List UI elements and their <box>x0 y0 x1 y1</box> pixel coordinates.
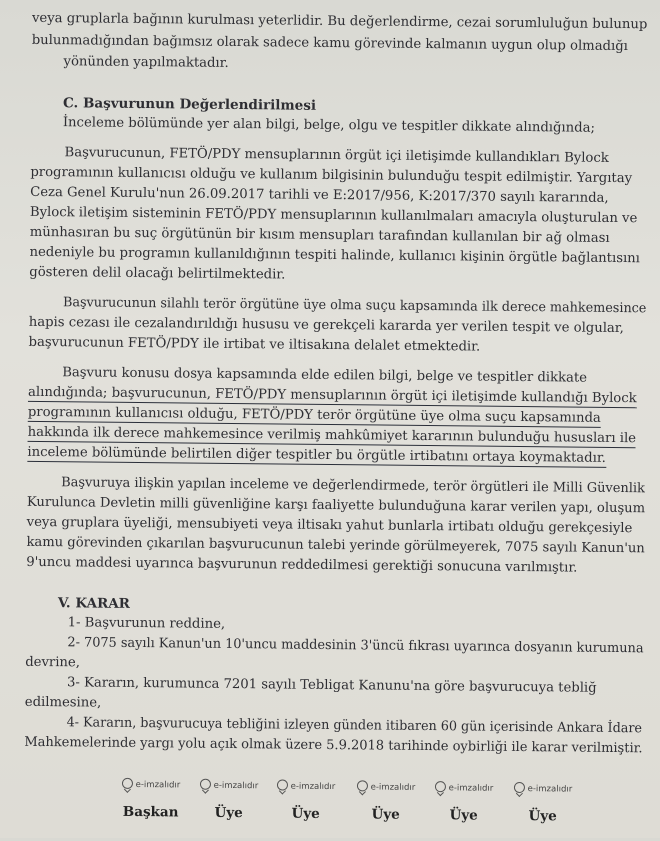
stamp-text: e-imzalıdır <box>370 782 416 793</box>
stamp-text: e-imzalıdır <box>135 779 181 791</box>
stamp-text: e-imzalıdır <box>448 783 494 794</box>
text-line: yönünden yapılmaktadır. <box>63 54 229 71</box>
seal-icon <box>277 779 288 790</box>
signature-block <box>194 779 264 822</box>
text-line: münhasıran bu suç örgütünün bir kısım mensupları tarafından kullanılan bir ağ olması <box>29 224 610 246</box>
text-line: İnceleme bölümünde yer alan bilgi, belge, olgu ve tespitler dikkate alındığında; <box>62 115 596 136</box>
e-signature-stamp <box>271 779 341 792</box>
text-line: hapis cezası ile cezalandırıldığı hususu ve gerekçeli kararda yer verilen tespit ve olgular, <box>28 314 624 337</box>
signatory-title: Başkan <box>122 803 179 821</box>
signature-block <box>429 781 499 824</box>
text-line: Başvurucunun, FETÖ/PDY mensuplarının örgüt içi iletişimde kullandıkları Bylock <box>64 145 609 166</box>
text-line: devrine, <box>25 654 81 671</box>
seal-icon <box>357 780 368 791</box>
text-line: başvurucunun FETÖ/PDY ile irtibat ve iltisakına delalet etmektedir. <box>28 334 481 355</box>
seal-icon <box>435 781 446 792</box>
section-heading: V. KARAR <box>57 595 131 612</box>
signature-block <box>116 778 186 821</box>
signatory-title: Üye <box>528 808 557 825</box>
signature-row <box>0 777 656 841</box>
e-signature-stamp <box>429 781 499 794</box>
stamp-text: e-imzalıdır <box>527 784 573 795</box>
text-line: nedeniyle bu programın kullanıldığının tespiti halinde, kullanıcı kişinin örgütle bağlantısını <box>29 244 641 267</box>
text-line: gösteren delil olacağı belirtilmektedir. <box>29 264 286 283</box>
text-line: veya gruplara üyeliği, mensubiyeti veya iltisakı yahut bunlarla irtibatı olduğu gerekçesiyle <box>26 514 633 537</box>
text-line: kamu görevinden çıkarılan başvurucunun talebi yerinde görülmeyerek, 7075 sayılı Kanun'un <box>26 534 645 557</box>
text-line: programının kullanıcısı olduğu, FETÖ/PDY terör örgütüne üye olma suçu kapsamında <box>27 404 601 426</box>
stamp-text: e-imzalıdır <box>290 781 336 793</box>
signatory-title: Üye <box>214 804 243 822</box>
signature-block <box>351 780 421 823</box>
text-line: 4- Kararın, başvurucuya tebliğini izleyen günden itibaren 60 gün içerisinde Ankara İdare <box>66 715 643 737</box>
e-signature-stamp <box>116 778 186 791</box>
text-line: 9'uncu maddesi uyarınca başvurunun reddedilmesi gerektiği sonucuna varılmıştır. <box>26 554 578 576</box>
seal-icon <box>514 782 525 793</box>
document-body <box>4 0 660 757</box>
e-signature-stamp <box>508 782 578 795</box>
text-line: Başvurucunun silahlı terör örgütüne üye olma suçu kapsamında ilk derece mahkemesince <box>62 295 647 317</box>
signatory-title: Üye <box>449 807 478 824</box>
text-line: Kurulunca Devletin milli güvenliğine karşı faaliyette bulunduğuna karar verilen yapı, oluşum <box>26 494 646 517</box>
text-line: hakkında ilk derece mahkemesince verilmiş mahkûmiyet kararının bulunduğu hususları ile <box>27 424 637 447</box>
text-line: 1- Başvurunun reddine, <box>67 615 226 632</box>
text-line: 3- Kararın, kurumunca 7201 sayılı Tebligat Kanunu'na göre başvurucuya tebliğ <box>66 675 597 696</box>
signatory-title: Üye <box>291 805 320 822</box>
stamp-text: e-imzalıdır <box>213 780 259 792</box>
text-line: Mahkemelerinde yargı yolu açık olmak üzere 5.9.2018 tarihinde oybirliği ile karar verilmiştir. <box>24 734 643 757</box>
text-line: inceleme bölümünde belirtilen diğer tespitler bu örgütle irtibatını ortaya koymaktadır. <box>27 444 606 466</box>
signature-block <box>508 782 578 825</box>
e-signature-stamp <box>194 779 264 792</box>
text-line: Ceza Genel Kurulu'nun 26.09.2017 tarihli ve E:2017/956, K:2017/370 sayılı kararında, <box>30 184 609 206</box>
signature-block <box>271 779 341 822</box>
e-signature-stamp <box>351 780 421 793</box>
text-line: programının kullanıcısı olduğu ve kullanım bilgisinin bulunduğu tespit edilmiştir. Yargıtay <box>30 164 633 187</box>
text-line: edilmesine, <box>24 694 102 711</box>
text-line: bulunmadığından bağımsız olarak sadece kamu görevinde kalmanın uygun olup olmadığı <box>31 32 628 55</box>
text-line: Başvuru konusu dosya kapsamında elde edilen bilgi, belge ve tespitler dikkate <box>62 365 588 386</box>
text-line: Başvuruya ilişkin yapılan inceleme ve değerlendirmede, terör örgütleri ile Milli Güvenlik <box>61 475 646 497</box>
text-line: alındığında; başvurucunun, FETÖ/PDY mensuplarının örgüt içi iletişimde kullandığı Bylock <box>27 384 637 407</box>
seal-icon <box>122 778 133 789</box>
text-line: 2- 7075 sayılı Kanun'un 10'uncu maddesinin 3'üncü fıkrası uyarınca dosyanın kurumuna <box>67 635 644 657</box>
signatory-title: Üye <box>371 806 400 823</box>
seal-icon <box>200 779 211 790</box>
section-heading: C. Başvurunun Değerlendirilmesi <box>63 95 317 114</box>
text-line: veya gruplarla bağının kurulması yeterlidir. Bu değerlendirme, cezai sorumluluğun bulunup <box>31 10 648 33</box>
text-line: Bylock iletişim sisteminin FETÖ/PDY mensuplarının kullanılmaları amacıyla oluşturulan ve <box>29 204 638 227</box>
